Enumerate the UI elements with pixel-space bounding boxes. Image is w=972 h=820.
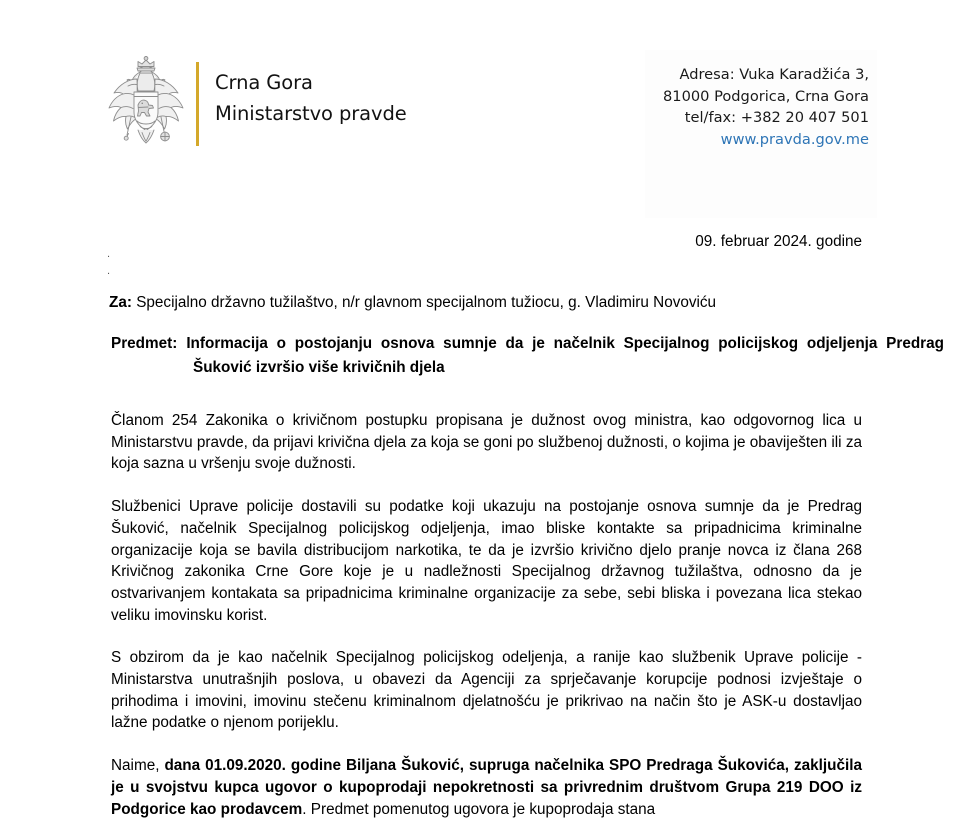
paragraph-4: [111, 755, 862, 820]
empty-paragraph-mark-1: .: [107, 248, 111, 260]
paragraph-2: Službenici Uprave policije dostavili su podatke koji ukazuju na postojanje osnova sumnje da je Predrag Šuković, načelnik Specijalnog policijskog odjeljenja, imao bliske kontakte sa pripadnicima kriminalne organizacije koja se bavila distribucijom narkotika, te da je izvršio krivično djelo pranje novca iz člana 268 Krivičnog zakonika Crne Gore koje je u nadležnosti Specijalnog državnog tužilaštva, odnosno da je ostvarivanjem kontakata sa pripadnicima kriminalne organizacije za sebe, sebi bliska i povezana lica stekao veliku imovinsku korist.: [111, 498, 862, 624]
address-line-2: 81000 Podgorica, Crna Gora: [663, 87, 869, 105]
organization-name: Crna Gora: [215, 71, 313, 94]
website-link[interactable]: www.pravda.gov.me: [720, 130, 869, 148]
paragraph-1: Članom 254 Zakonika o krivičnom postupku propisana je dužnost ovog ministra, kao odgovornog lica u Ministarstvu pravde, da prijavi krivična djela za koja se goni po službenoj dužnosti, o kojima je obaviješten ili za koja sazna u vršenju svoje dužnosti.: [111, 412, 862, 473]
letterhead: [0, 0, 972, 230]
empty-paragraph-marks: [107, 246, 110, 280]
subject-block: [111, 332, 944, 379]
paragraph-3: S obzirom da je kao načelnik Specijalnog policijskog odeljenja, a ranije kao službenik Uprave policije - Ministarstva unutrašnjih poslova, u obavezi da Agenciji za sprječavanje korupcije podnosi izvještaje o prihodima i imovini, imovinu stečenu kriminalnom djelatnošću je prikrivao na način što je ASK-u dostavljao lažne podatke o njenom porijeklu.: [111, 649, 862, 732]
recipient-line: [109, 292, 869, 313]
brand-block: [104, 55, 407, 147]
paragraph-4-tail: . Predmet pomenutog ugovora je kupoprodaja stana: [302, 800, 656, 818]
ministry-name: Ministarstvo pravde: [215, 102, 407, 125]
subject-label: Predmet:: [111, 335, 178, 352]
recipient-label: Za:: [109, 294, 132, 311]
address-block: [663, 64, 869, 150]
address-line-1: Adresa: Vuka Karadžića 3,: [679, 66, 869, 83]
brand-divider: [196, 62, 199, 146]
montenegro-coat-of-arms-icon: [104, 55, 188, 147]
document-date: 09. februar 2024. godine: [695, 233, 862, 250]
brand-text: [215, 55, 407, 147]
paragraph-4-bold: dana 01.09.2020. godine Biljana Šuković, supruga načelnika SPO Predraga Šukovića, zaključila je u svojstvu kupca ugovor o kupoprodaji nepokretnosti sa privrednim društvom Grupa 219 DOO iz Podgorice kao prodavcem: [111, 757, 863, 818]
subject-value: Informacija o postojanju osnova sumnje da je načelnik Specijalnog policijskog odjeljenja Predrag Šuković izvršio više krivičnih djela: [186, 335, 944, 376]
address-panel: [645, 50, 877, 218]
empty-paragraph-mark-2: .: [107, 265, 111, 277]
paragraph-4-intro: Naime,: [111, 757, 160, 775]
paragraph-list: [111, 410, 862, 820]
address-phone: tel/fax: +382 20 407 501: [684, 109, 869, 126]
recipient-value: Specijalno državno tužilaštvo, n/r glavnom specijalnom tužiocu, g. Vladimiru Novoviću: [136, 294, 717, 311]
